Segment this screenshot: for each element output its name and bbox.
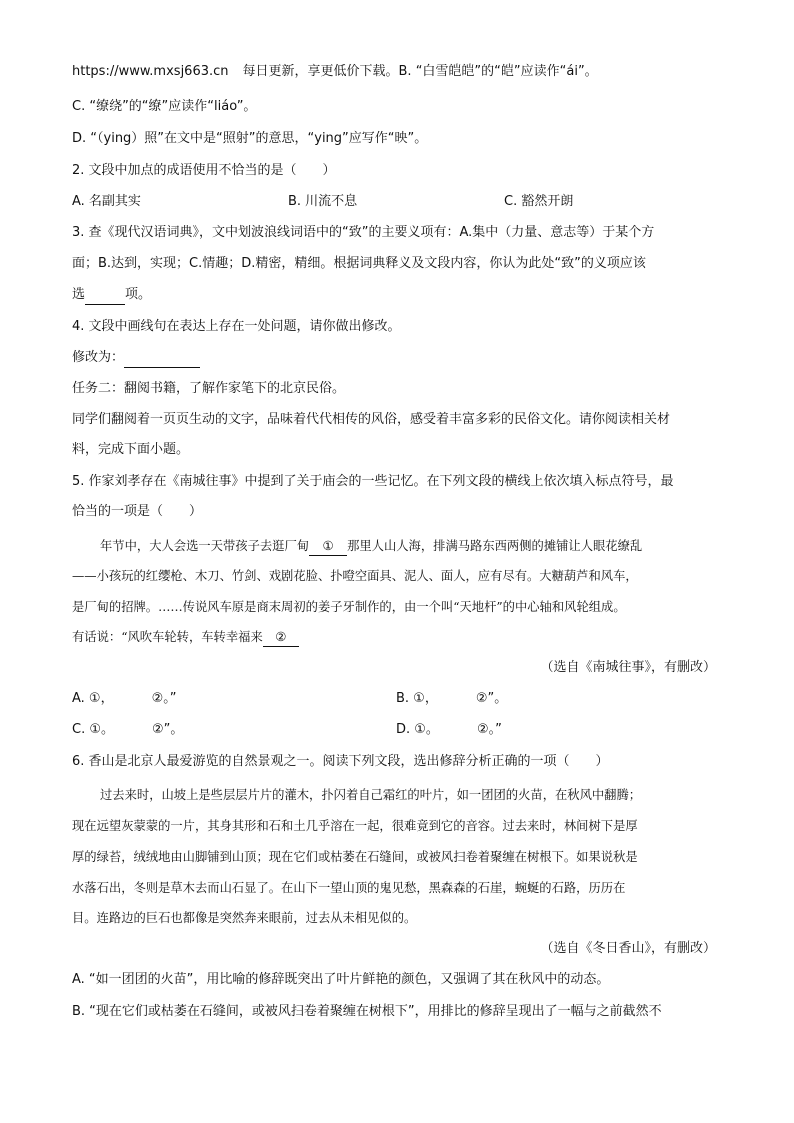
passage-2-line-1: 过去来时，山坡上是些层层片片的灌木，扑闪着自己霜红的叶片，如一团团的火苗，在秋风中翻腾； bbox=[100, 788, 642, 802]
passage-2-line-3: 厚的绿苔，绒绒地由山脚铺到山顶；现在它们或枯萎在石缝间，或被风扫卷着聚缠在树根下。如果说秋是 bbox=[72, 850, 638, 864]
answer-blank[interactable] bbox=[85, 286, 125, 305]
passage-text: 年节中，大人会选一天带孩子去逛厂甸 bbox=[100, 539, 310, 553]
passage-2-line-4: 水落石出，冬则是草木去而山石显了。在山下一望山顶的鬼见愁，黑森森的石崖，蜿蜒的石路，历历在 bbox=[72, 881, 626, 895]
q5-option-c bbox=[72, 721, 183, 739]
option-part: B. ①， bbox=[396, 691, 438, 706]
passage-blank-2: ② bbox=[263, 628, 299, 647]
question-4-fix bbox=[72, 349, 200, 368]
option-part: ②。” bbox=[151, 691, 177, 706]
intro-line-1: 同学们翻阅着一页页生动的文字，品味着代代相传的风俗，感受着丰富多彩的民俗文化。请你阅读相关材 bbox=[72, 412, 671, 427]
q3-prefix: 选 bbox=[72, 287, 86, 302]
question-4: 4. 文段中画线句在表达上存在一处问题，请你做出修改。 bbox=[72, 319, 401, 334]
option-part: ②”。 bbox=[152, 722, 184, 737]
passage-2-line-2: 现在远望灰蒙蒙的一片，其身其形和石和土几乎溶在一起，很难竟到它的音容。过去来时，林间树下是厚 bbox=[72, 819, 638, 833]
q3-suffix: 项。 bbox=[125, 287, 152, 302]
intro-line-2: 料，完成下面小题。 bbox=[72, 442, 190, 457]
option-c-pinyin: C. “缭绕”的“缭”应读作“liáo”。 bbox=[72, 99, 257, 114]
q5-option-b bbox=[396, 690, 507, 708]
passage-1-line-1 bbox=[100, 537, 720, 556]
passage-2-line-5: 目。连路边的巨石也都像是突然奔来眼前，过去从未相见似的。 bbox=[72, 911, 417, 925]
passage-1-source: （选自《南城往事》，有删改） bbox=[540, 660, 716, 675]
q2-option-c: C. 豁然开朗 bbox=[504, 194, 574, 209]
option-b-pinyin: 每日更新，享更低价下载。B. “白雪皑皑”的“皑”应读作“ái”。 bbox=[242, 64, 598, 79]
question-3-line-1: 3. 查《现代汉语词典》，文中划波浪线词语中的“致”的主要义项有：A.集中（力量、意志等）于某个方 bbox=[72, 225, 655, 240]
q5-option-d bbox=[396, 721, 502, 739]
question-5-line-2: 恰当的一项是（ ） bbox=[72, 504, 203, 519]
question-6: 6. 香山是北京人最爱游览的自然景观之一。阅读下列文段，选出修辞分析正确的一项（ ） bbox=[72, 754, 609, 769]
passage-text: 有话说：“风吹车轮转，车转幸福来 bbox=[72, 630, 263, 644]
option-part: ②。” bbox=[476, 722, 502, 737]
passage-1-line-4 bbox=[72, 628, 718, 647]
question-3-line-2: 面；B.达到，实现；C.情趣；D.精密，精细。根据词典释义及文段内容，你认为此处“致”的义项应该 bbox=[72, 256, 646, 271]
fix-label: 修改为： bbox=[72, 350, 125, 365]
question-3-line-3 bbox=[72, 286, 151, 305]
question-5-line-1: 5. 作家刘孝存在《南城往事》中提到了关于庙会的一些记忆。在下列文段的横线上依次填入标点符号，最 bbox=[72, 474, 674, 489]
line-1 bbox=[72, 63, 598, 81]
answer-blank[interactable] bbox=[124, 349, 200, 368]
passage-2-source: （选自《冬日香山》，有删改） bbox=[540, 941, 716, 956]
option-part: D. ①。 bbox=[396, 722, 439, 737]
option-d-pinyin: D. “（ying）照”在文中是“照射”的意思，“ying”应写作“映”。 bbox=[72, 131, 428, 146]
passage-1-line-2: ——小孩玩的红缨枪、木刀、竹剑、戏剧花脸、扑噔空面具、泥人、面人，应有尽有。大糖葫芦和风车， bbox=[72, 569, 638, 583]
option-part: ②”。 bbox=[475, 691, 508, 706]
q2-option-a: A. 名副其实 bbox=[72, 194, 141, 209]
passage-text: 那里人山人海，排满马路东西两侧的摊铺让人眼花缭乱 bbox=[347, 539, 643, 553]
task-2-heading: 任务二：翻阅书籍，了解作家笔下的北京民俗。 bbox=[72, 381, 346, 396]
question-2: 2. 文段中加点的成语使用不恰当的是（ ） bbox=[72, 163, 336, 178]
passage-1-line-3: 是厂甸的招牌。……传说风车原是商末周初的姜子牙制作的，由一个叫“天地杆”的中心轴和风轮组成。 bbox=[72, 600, 626, 614]
q6-option-b: B. “现在它们或枯萎在石缝间，或被风扫卷着聚缠在树根下”，用排比的修辞呈现出了一幅与之前截然不 bbox=[72, 1004, 662, 1019]
source-url[interactable]: https://www.mxsj663.cn bbox=[72, 64, 229, 79]
passage-blank-1: ① bbox=[309, 537, 347, 556]
option-part: A. ①， bbox=[72, 691, 114, 706]
q5-option-a bbox=[72, 690, 176, 708]
option-part: C. ①。 bbox=[72, 722, 114, 737]
q2-option-b: B. 川流不息 bbox=[288, 194, 358, 209]
q6-option-a: A. “如一团团的火苗”，用比喻的修辞既突出了叶片鲜艳的颜色，又强调了其在秋风中的动态。 bbox=[72, 972, 610, 987]
